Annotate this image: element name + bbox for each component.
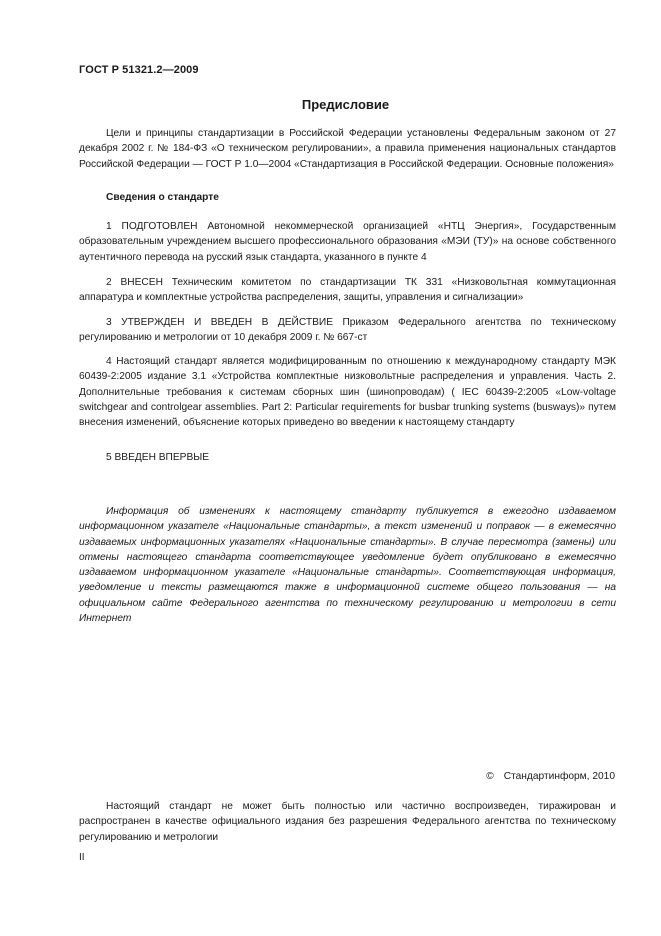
- standard-info-item-4: 4 Настоящий стандарт является модифицированным по отношению к международному стандарту МЭК 60439-2:2005 издание 3.1 «Устройства комплектные низковольтные распределения и управления. Часть 2. Дополнительные требования к системам сборных шин (шинопроводам) ( IEC 60439-2:2005 «Low-voltage switchgear and controlgear assemblies. Part 2: Particular requirements for busbar trunking systems (busways)» путем внесения изменений, объяснение которых приведено во введении к настоящему стандарту: [79, 356, 616, 429]
- standard-id-header: ГОСТ Р 51321.2—2009: [79, 64, 199, 76]
- intro-paragraph: Цели и принципы стандартизации в Российской Федерации установлены Федеральным законом от 27 декабря 2002 г. № 184-ФЗ «О техническом регулировании», а правила применения национальных стандартов Российской Федерации — ГОСТ Р 1.0—2004 «Стандартизация в Российской Федерации. Основные положения»: [79, 128, 616, 170]
- page-title: Предисловие: [301, 97, 390, 112]
- page-number: II: [79, 852, 85, 863]
- standard-info-item-5: 5 ВВЕДЕН ВПЕРВЫЕ: [106, 452, 210, 463]
- restriction-paragraph: Настоящий стандарт не может быть полностью или частично воспроизведен, тиражирован и распространен в качестве официального издания без разрешения Федерального агентства по техническому регулированию и метрологии: [79, 801, 616, 843]
- copyright-line: [486, 771, 615, 782]
- change-notice-paragraph: Информация об изменениях к настоящему стандарту публикуется в ежегодно издаваемом информационном указателе «Национальные стандарты», а текст изменений и поправок — в ежемесячно издаваемых информационных указателях «Национальные стандарты». В случае пересмотра (замены) или отмены настоящего стандарта соответствующее уведомление будет опубликовано в ежемесячно издаваемом информационном указателе «Национальные стандарты». Соответствующая информация, уведомление и тексты размещаются также в информационной системе общего пользования — на официальном сайте Федерального агентства по техническому регулированию и метрологии в сети Интернет: [79, 506, 616, 625]
- standard-info-item-3: 3 УТВЕРЖДЕН И ВВЕДЕН В ДЕЙСТВИЕ Приказом Федерального агентства по техническому регулированию и метрологии от 10 декабря 2009 г. № 667-ст: [79, 317, 616, 344]
- standard-info-item-2: 2 ВНЕСЕН Техническим комитетом по стандартизации ТК 331 «Низковольтная коммутационная аппаратура и комплектные устройства распределения, защиты, управления и сигнализации»: [79, 277, 616, 304]
- copyright-text: Стандартинформ, 2010: [503, 771, 615, 782]
- standard-info-item-1: 1 ПОДГОТОВЛЕН Автономной некоммерческой организацией «НТЦ Энергия», Государственным образовательным учреждением высшего профессионального образования «МЭИ (ТУ)» на основе собственного аутентичного перевода на русский язык стандарта, указанного в пункте 4: [79, 221, 616, 263]
- section-heading: Сведения о стандарте: [106, 192, 219, 203]
- copyright-symbol: ©: [486, 771, 494, 782]
